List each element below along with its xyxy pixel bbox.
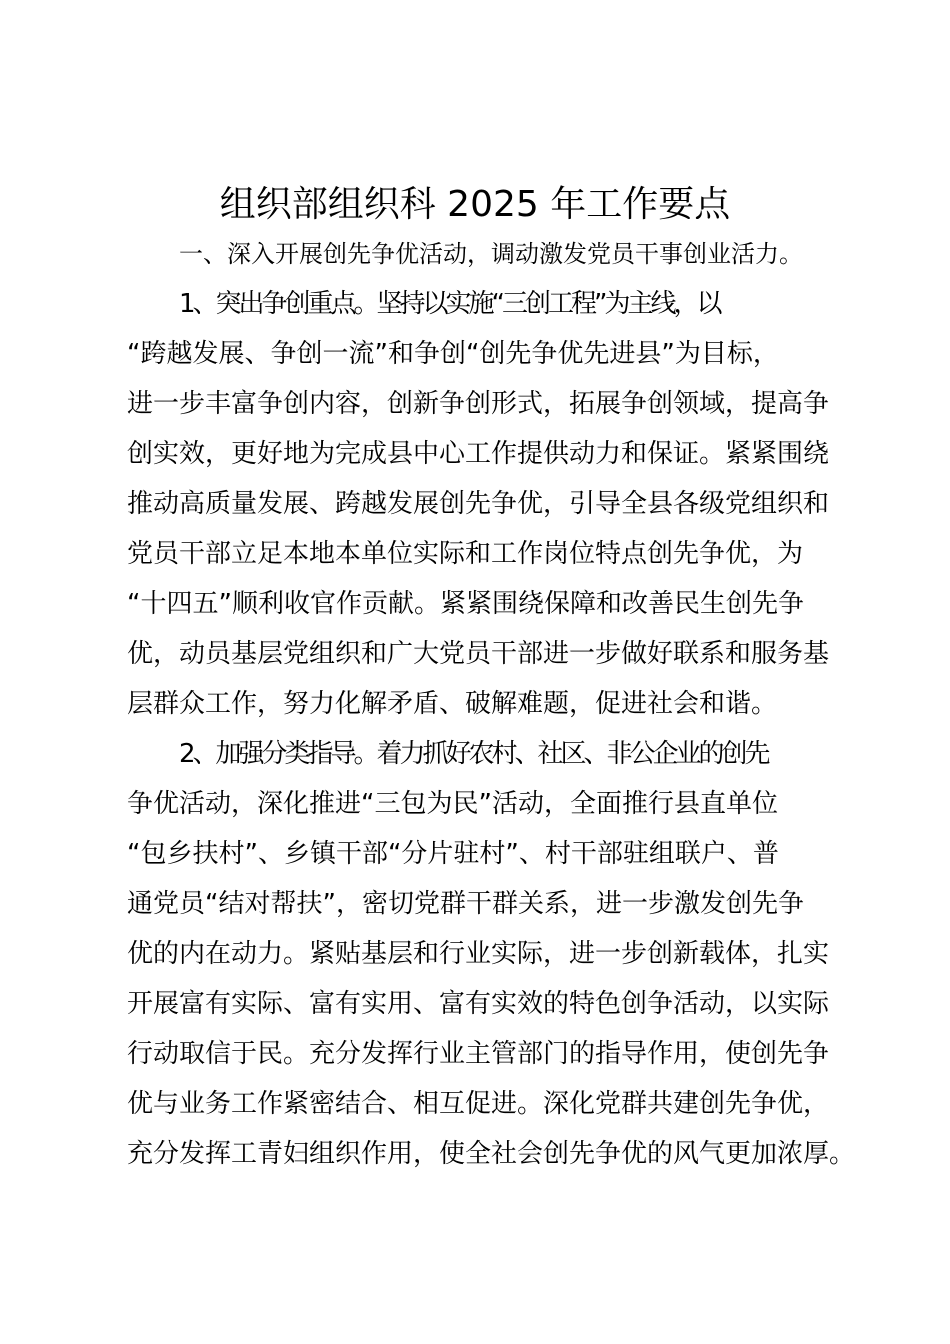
paragraph-item-1 [127,279,855,729]
paragraph-line: 推动高质量发展、跨越发展创先争优，引导全县各级党组织和 [127,489,830,519]
paragraph-line: 优的内在动力。紧贴基层和行业实际，进一步创新载体，扎实 [127,939,830,969]
section-heading: 一、深入开展创先争优活动，调动激发党员干事创业活力。 [179,240,803,268]
paragraph-line: 优与业务工作紧密结合、相互促进。深化党群共建创先争优， [127,1089,830,1119]
paragraph-line: “跨越发展、争创一流”和争创“创先争优先进县”为目标， [127,339,779,369]
paragraph-line: 充分发挥工青妇组织作用，使全社会创先争优的风气更加浓厚。 [127,1139,856,1169]
paragraph-line: 开展富有实际、富有实用、富有实效的特色创争活动，以实际 [127,989,830,1019]
paragraph-line: 优，动员基层党组织和广大党员干部进一步做好联系和服务基 [127,639,830,669]
document-title: 组织部组织科 2025 年工作要点 [219,184,731,225]
paragraph-line: 行动取信于民。充分发挥行业主管部门的指导作用，使创先争 [127,1039,830,1069]
paragraph-line: 2、加强分类指导。着力抓好农村、社区、非公企业的创先 [179,739,768,769]
paragraph-line: 争优活动，深化推进“三包为民”活动，全面推行县直单位 [127,789,778,819]
paragraph-item-2 [127,729,855,1179]
paragraph-line: 层群众工作，努力化解矛盾、破解难题，促进社会和谐。 [127,689,778,719]
document-body [127,229,855,1179]
paragraph-line: “包乡扶村”、乡镇干部“分片驻村”、村干部驻组联户、普 [127,839,779,869]
paragraph-line: 进一步丰富争创内容，创新争创形式，拓展争创领域，提高争 [127,389,830,419]
paragraph-line: 党员干部立足本地本单位实际和工作岗位特点创先争优，为 [127,539,804,569]
paragraph-line: “十四五”顺利收官作贡献。紧紧围绕保障和改善民生创先争 [127,589,804,619]
paragraph-line: 通党员“结对帮扶”，密切党群干群关系，进一步激发创先争 [127,889,804,919]
paragraph-line: 创实效，更好地为完成县中心工作提供动力和保证。紧紧围绕 [127,439,830,469]
paragraph-line: 1、突出争创重点。坚持以实施“三创工程”为主线，以 [179,289,720,319]
